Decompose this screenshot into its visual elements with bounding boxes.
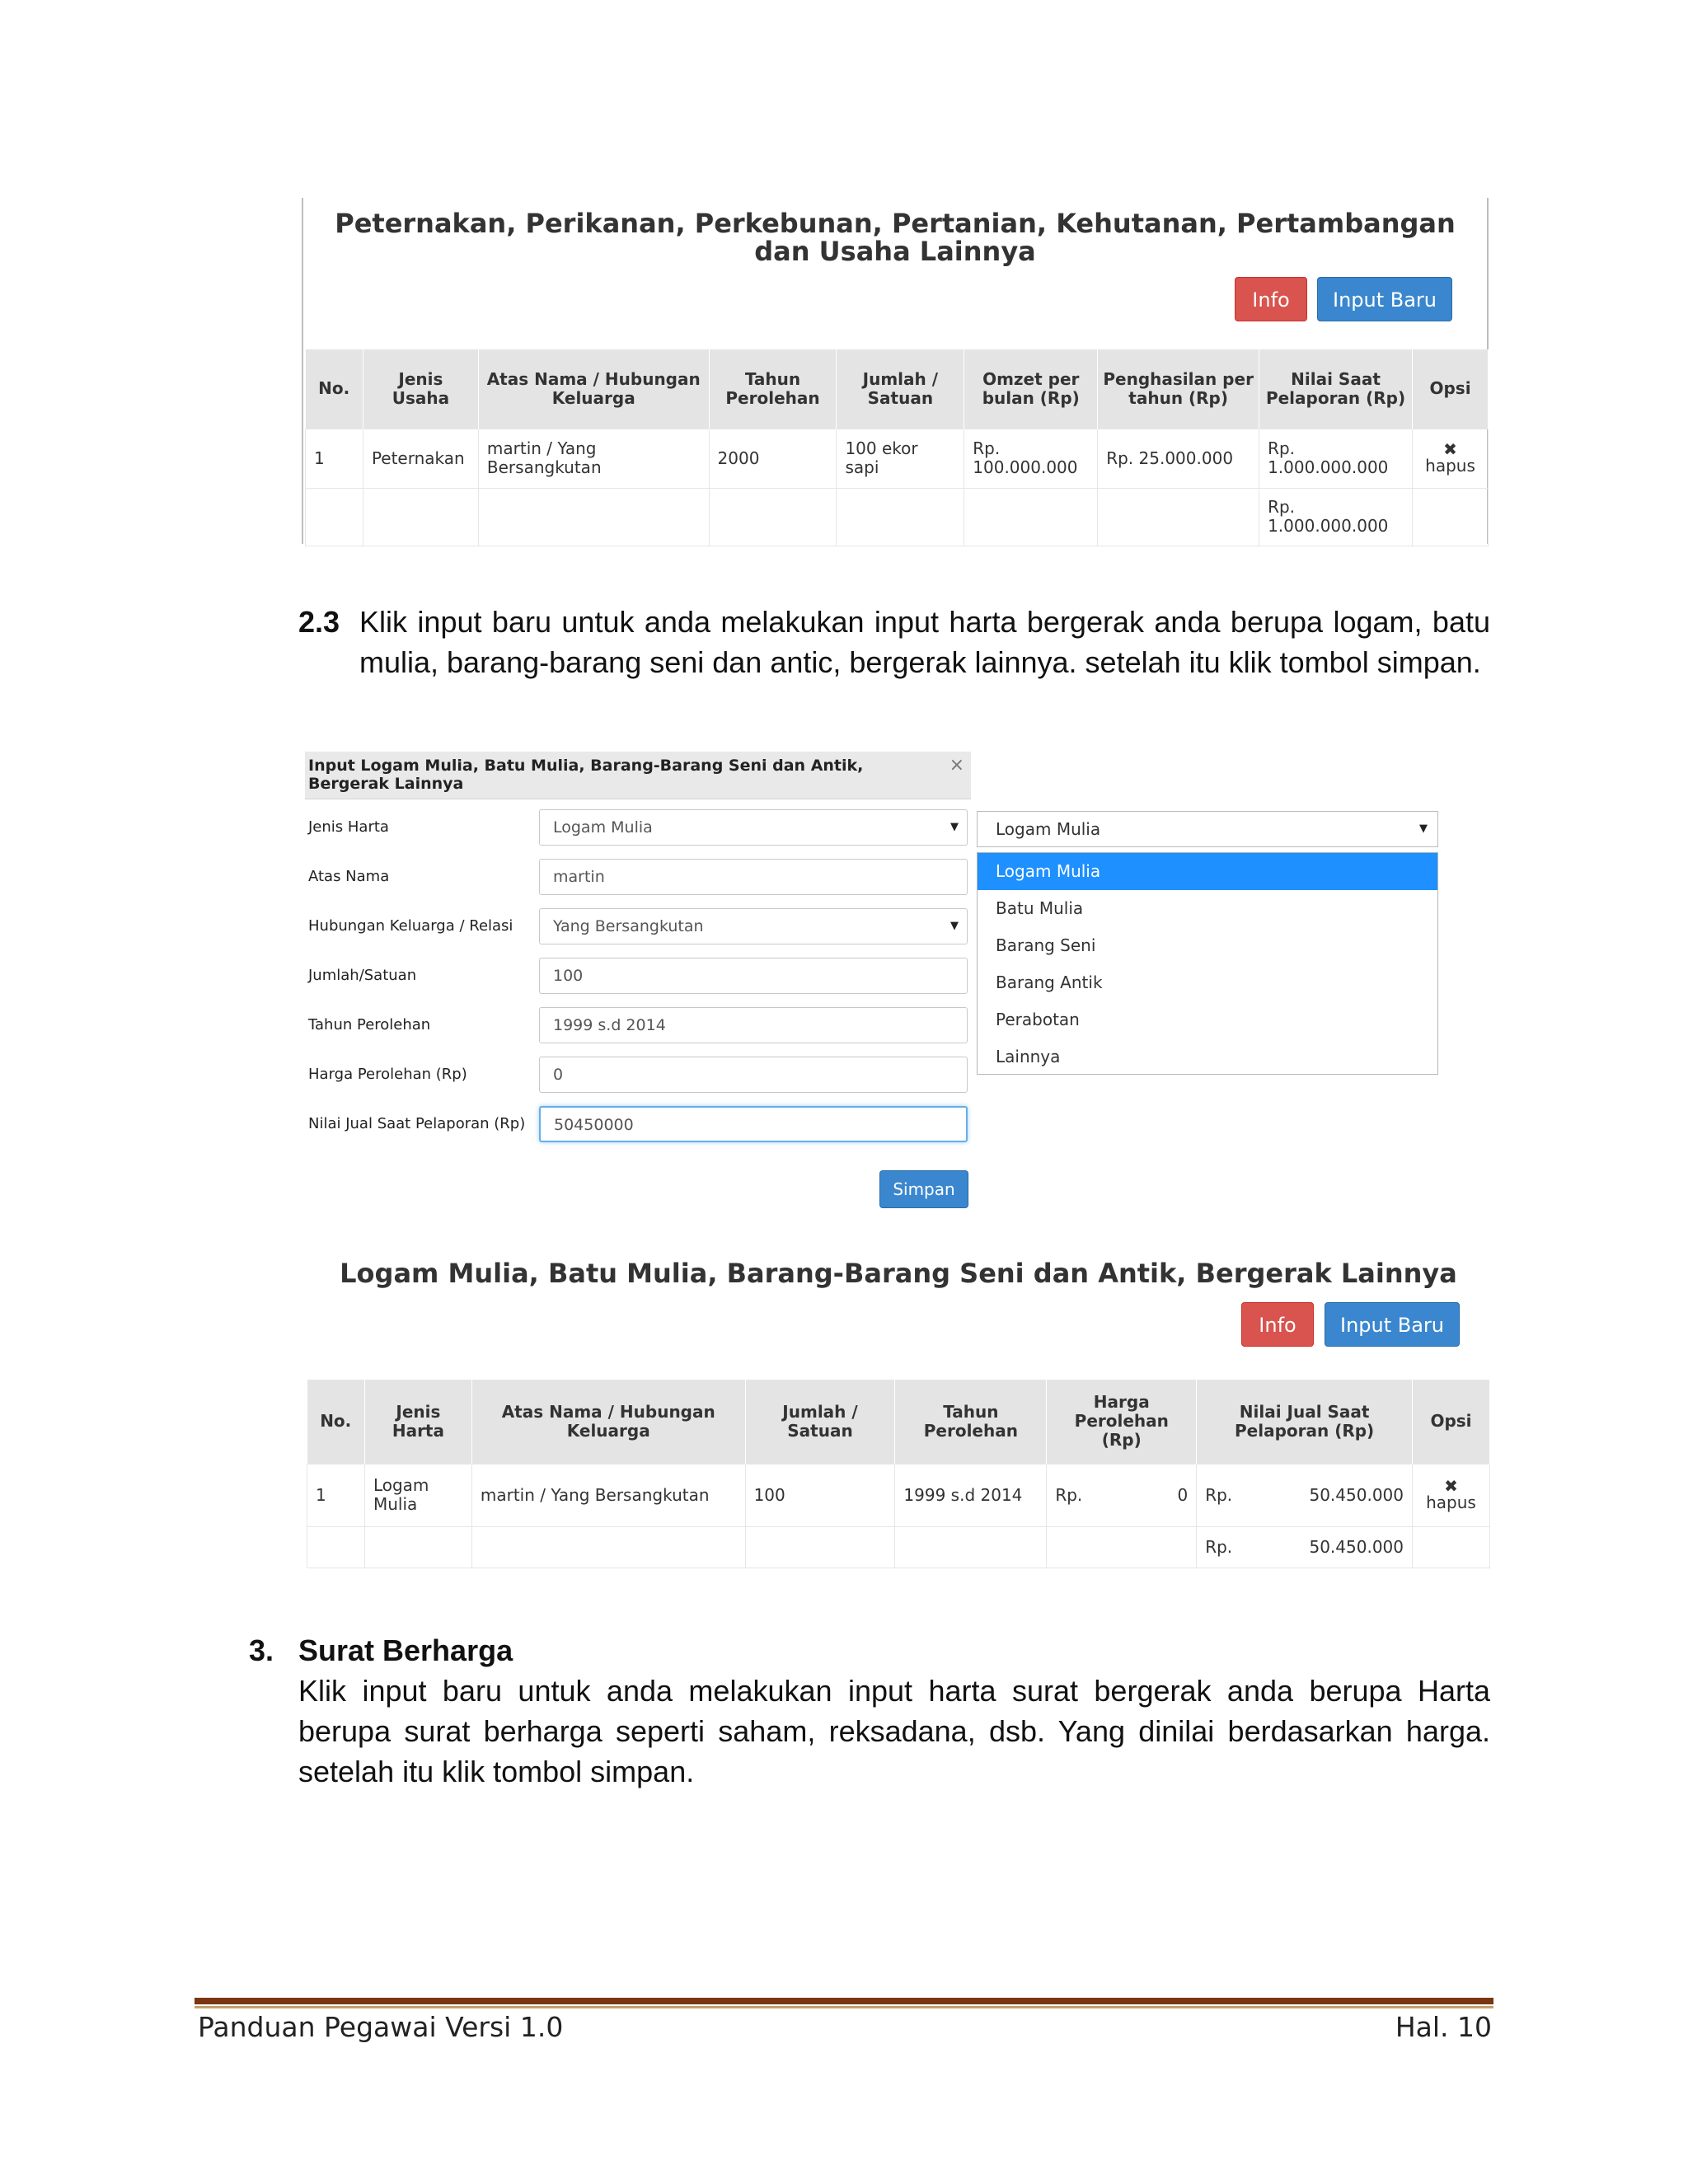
cell-jumlah: 100 ekor sapi: [837, 429, 964, 488]
jenis-harta-dropdown[interactable]: [977, 811, 1438, 847]
label-nilai-jual: Nilai Jual Saat Pelaporan (Rp): [308, 1115, 526, 1132]
dropdown-option[interactable]: Logam Mulia: [978, 853, 1437, 890]
info-button[interactable]: Info: [1241, 1302, 1314, 1347]
harga-prefix: Rp.: [1055, 1484, 1083, 1505]
usaha-table: [305, 349, 1489, 546]
simpan-button[interactable]: Simpan: [879, 1170, 968, 1208]
cell-jumlah: 100: [745, 1464, 895, 1526]
logam-table: [307, 1380, 1490, 1568]
cell-penghasilan: Rp. 25.000.000: [1098, 429, 1259, 488]
col-header-no: No.: [307, 1380, 365, 1464]
col-header-nilai: Nilai Jual Saat Pelaporan (Rp): [1197, 1380, 1413, 1464]
input-baru-button[interactable]: Input Baru: [1325, 1302, 1460, 1347]
table-row: [306, 429, 1489, 488]
page-number: Hal. 10: [1395, 2011, 1492, 2043]
total-row: [306, 488, 1489, 546]
col-header-opsi: Opsi: [1413, 349, 1489, 429]
hapus-link[interactable]: hapus: [1426, 1492, 1476, 1512]
step-text: Klik input baru untuk anda melakukan input harta bergerak anda berupa logam, batu mulia, barang-barang seni dan antic, bergerak lainnya. setelah itu klik tombol simpan.: [359, 605, 1490, 679]
step-number: 2.3: [298, 605, 340, 639]
cell-nilai: Rp. 1.000.000.000: [1259, 429, 1413, 488]
section-text: Klik input baru untuk anda melakukan input harta surat bergerak anda berupa Harta berupa surat berharga seperti saham, reksadana, dsb. Yang dinilai berdasarkan harga. setelah itu klik tombol simpan.: [298, 1674, 1490, 1788]
dropdown-selected: Logam Mulia: [996, 819, 1101, 839]
col-header-jumlah: Jumlah / Satuan: [745, 1380, 895, 1464]
cell-atas-nama: martin / Yang Bersangkutan: [471, 1464, 745, 1526]
logam-screenshot: [305, 1244, 1492, 1574]
col-header-jumlah: Jumlah / Satuan: [837, 349, 964, 429]
total-nilai: Rp. 1.000.000.000: [1259, 488, 1413, 546]
label-atas-nama: Atas Nama: [308, 868, 390, 885]
jumlah-input[interactable]: 100: [539, 958, 968, 994]
info-button[interactable]: Info: [1235, 277, 1307, 321]
hubungan-select[interactable]: [539, 908, 968, 944]
dropdown-option[interactable]: Barang Antik: [996, 972, 1103, 992]
col-header-opsi: Opsi: [1413, 1380, 1490, 1464]
harga-input[interactable]: 0: [539, 1057, 968, 1093]
chevron-down-icon: ▼: [950, 821, 959, 833]
cell-no: 1: [306, 429, 363, 488]
cell-nilai: [1197, 1464, 1413, 1526]
col-header-omzet: Omzet per bulan (Rp): [964, 349, 1098, 429]
hapus-link[interactable]: hapus: [1425, 455, 1475, 476]
total-row: [307, 1526, 1490, 1568]
total-value: 50.450.000: [1309, 1536, 1404, 1557]
close-icon[interactable]: ×: [949, 755, 964, 776]
footer-rule: [195, 1998, 1493, 2004]
nilai-prefix: Rp.: [1205, 1484, 1233, 1505]
col-header-jenis: Jenis Usaha: [363, 349, 478, 429]
label-jumlah: Jumlah/Satuan: [308, 967, 417, 984]
col-header-harga: Harga Perolehan (Rp): [1047, 1380, 1197, 1464]
col-header-tahun: Tahun Perolehan: [895, 1380, 1047, 1464]
label-jenis-harta: Jenis Harta: [308, 818, 389, 836]
cell-tahun: 1999 s.d 2014: [895, 1464, 1047, 1526]
col-header-atas-nama: Atas Nama / Hubungan Keluarga: [471, 1380, 745, 1464]
tahun-input[interactable]: 1999 s.d 2014: [539, 1007, 968, 1043]
label-tahun: Tahun Perolehan: [308, 1016, 431, 1033]
nilai-value: 50.450.000: [1309, 1484, 1404, 1505]
delete-icon[interactable]: ✖: [1443, 438, 1457, 459]
modal-header: [305, 752, 971, 799]
harga-value: 0: [1177, 1484, 1189, 1505]
chevron-down-icon: ▼: [1419, 823, 1428, 835]
dropdown-option[interactable]: Batu Mulia: [996, 898, 1084, 918]
nilai-jual-input[interactable]: 50450000: [539, 1106, 968, 1142]
jenis-harta-select[interactable]: [539, 809, 968, 846]
hapus-action[interactable]: [1413, 429, 1489, 488]
chevron-down-icon: ▼: [950, 920, 959, 932]
col-header-no: No.: [306, 349, 363, 429]
section-heading: Surat Berharga: [298, 1633, 513, 1667]
dropdown-option[interactable]: Perabotan: [996, 1010, 1080, 1029]
atas-nama-input[interactable]: martin: [539, 859, 968, 895]
dropdown-option[interactable]: Barang Seni: [996, 935, 1096, 955]
cell-atas-nama: martin / Yang Bersangkutan: [478, 429, 709, 488]
hubungan-value: Yang Bersangkutan: [553, 917, 704, 935]
dropdown-option[interactable]: Lainnya: [996, 1047, 1061, 1066]
delete-icon[interactable]: ✖: [1444, 1475, 1458, 1496]
jenis-harta-value: Logam Mulia: [553, 818, 653, 837]
cell-tahun: 2000: [709, 429, 837, 488]
col-header-atas-nama: Atas Nama / Hubungan Keluarga: [478, 349, 709, 429]
usaha-screenshot: [302, 198, 1489, 544]
hapus-action[interactable]: [1413, 1464, 1490, 1526]
total-prefix: Rp.: [1205, 1536, 1233, 1557]
cell-no: 1: [307, 1464, 365, 1526]
col-header-tahun: Tahun Perolehan: [709, 349, 837, 429]
col-header-jenis: Jenis Harta: [364, 1380, 471, 1464]
footer-title: Panduan Pegawai Versi 1.0: [198, 2011, 564, 2043]
section-number: 3.: [249, 1633, 274, 1667]
col-header-penghasilan: Penghasilan per tahun (Rp): [1098, 349, 1259, 429]
label-hubungan: Hubungan Keluarga / Relasi: [308, 917, 513, 935]
label-harga: Harga Perolehan (Rp): [308, 1066, 467, 1083]
dropdown-list: [977, 852, 1438, 1075]
cell-jenis: Logam Mulia: [364, 1464, 471, 1526]
usaha-table-title: Peternakan, Perikanan, Perkebunan, Pertanian, Kehutanan, Pertambangan dan Usaha Lainnya: [335, 208, 1456, 267]
logam-table-title: Logam Mulia, Batu Mulia, Barang-Barang Seni dan Antik, Bergerak Lainnya: [340, 1258, 1457, 1289]
form-screenshot: [305, 752, 1442, 1213]
col-header-nilai: Nilai Saat Pelaporan (Rp): [1259, 349, 1413, 429]
cell-jenis: Peternakan: [363, 429, 478, 488]
cell-omzet: Rp. 100.000.000: [964, 429, 1098, 488]
table-row: [307, 1464, 1490, 1526]
footer-rule-accent: [195, 2006, 1493, 2008]
total-nilai: [1197, 1526, 1413, 1568]
input-baru-button[interactable]: Input Baru: [1317, 277, 1452, 321]
cell-harga: [1047, 1464, 1197, 1526]
modal-title: Input Logam Mulia, Batu Mulia, Barang-Barang Seni dan Antik, Bergerak Lainnya: [308, 757, 864, 793]
